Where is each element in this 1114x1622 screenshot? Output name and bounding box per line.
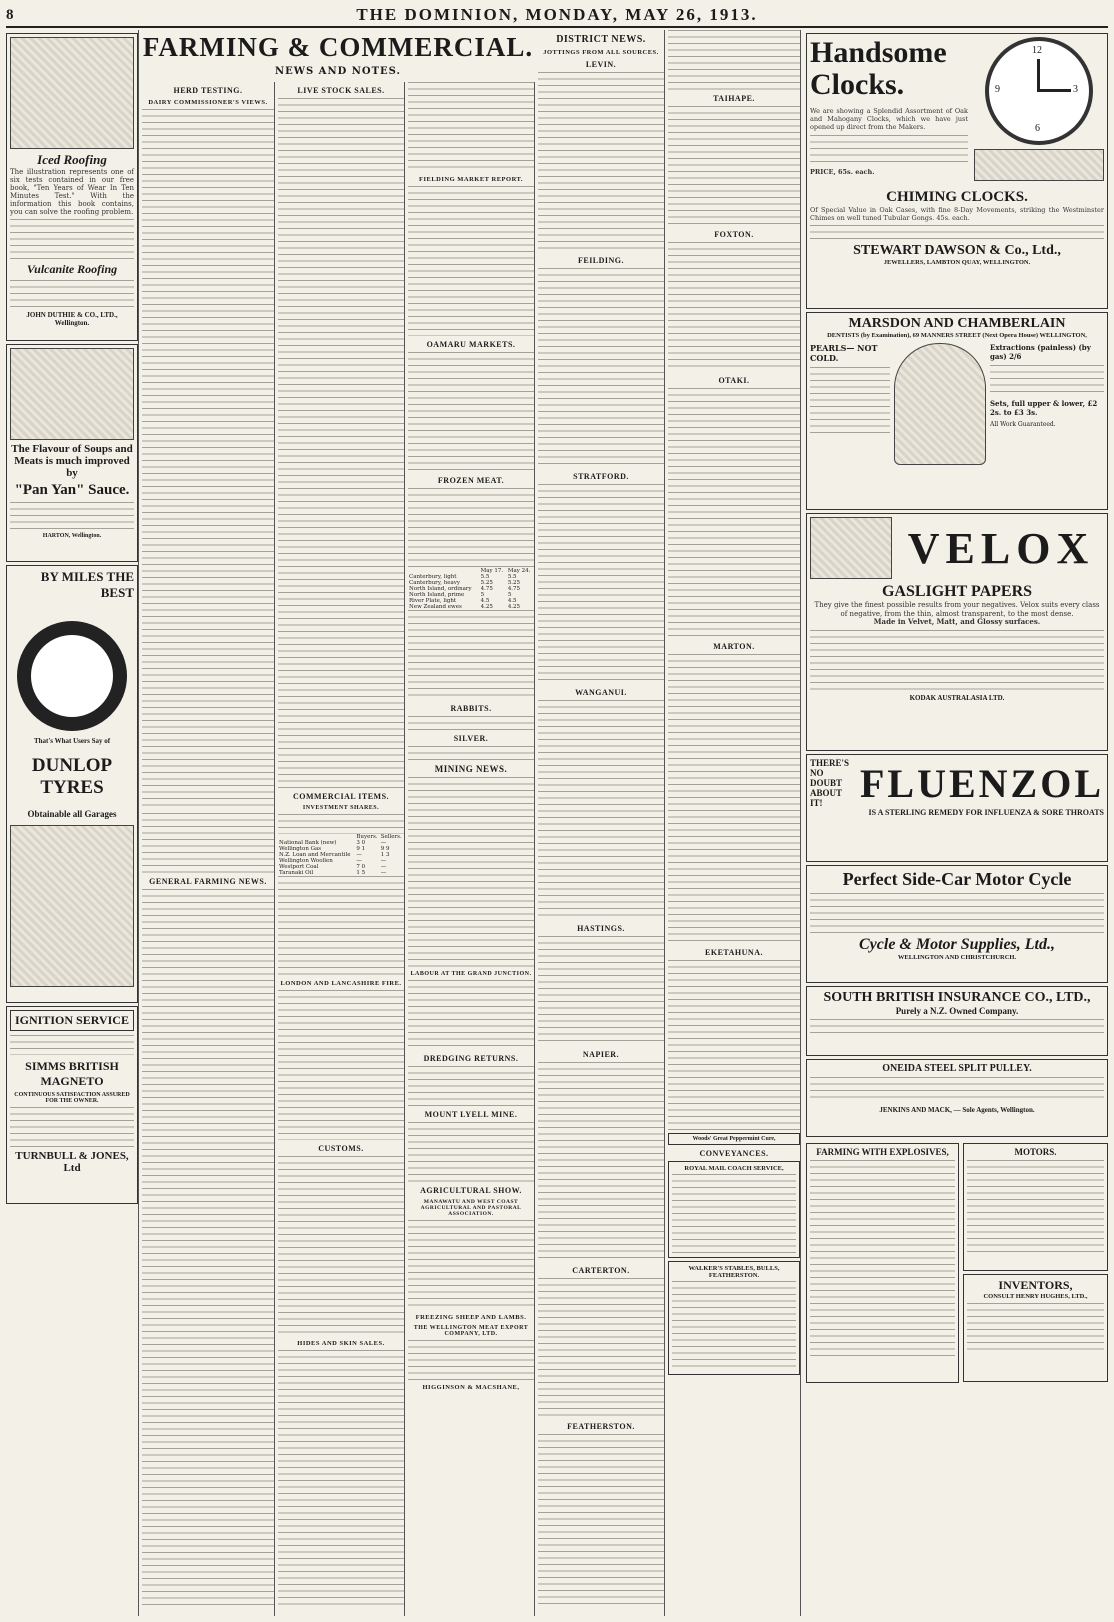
ad-dentists-note: All Work Guaranteed. bbox=[990, 421, 1056, 428]
ad-stewart-dawson: STEWART DAWSON & Co., Ltd., bbox=[853, 243, 1061, 258]
ad-simms-agent: TURNBULL & JONES, Ltd bbox=[15, 1150, 129, 1174]
ad-dentists-title: MARSDON AND CHAMBERLAIN bbox=[848, 316, 1066, 331]
ad-dunlop-note: Obtainable all Garages bbox=[27, 809, 117, 819]
headline-rabbits: RABBITS. bbox=[450, 704, 492, 713]
ad-motor-cycle bbox=[806, 865, 1108, 983]
ad-clocks-title: Handsome Clocks. bbox=[810, 36, 947, 101]
ad-inventors bbox=[963, 1274, 1108, 1382]
masthead-title: THE DOMINION, MONDAY, MAY 26, 1913. bbox=[356, 5, 758, 24]
headline-higginson: HIGGINSON & MACSHANE, bbox=[422, 1384, 520, 1391]
headline-mining-news: MINING NEWS. bbox=[434, 764, 508, 774]
headline-stratford: STRATFORD. bbox=[573, 472, 629, 481]
ad-vulcanite-title: Iced Roofing bbox=[37, 152, 107, 167]
ad-inventors-sub: CONSULT HENRY HUGHES, LTD., bbox=[983, 1293, 1088, 1300]
ad-dentists-sets: Sets, full upper & lower, £2 2s. to £3 3s. bbox=[990, 399, 1098, 417]
headline-general-farming: GENERAL FARMING NEWS. bbox=[149, 877, 267, 886]
headline-dairy-commissioner: DAIRY COMMISSIONER'S VIEWS. bbox=[148, 99, 268, 106]
headline-napier: NAPIER. bbox=[582, 1050, 620, 1059]
headline-silver: SILVER. bbox=[453, 734, 489, 743]
ad-fluenzol-title: FLUENZOL bbox=[859, 760, 1104, 806]
article-live-stock-body bbox=[278, 98, 404, 788]
table-row: Taranaki Oil 1 5 — bbox=[279, 870, 387, 876]
column-live-stock bbox=[278, 82, 405, 1616]
headline-conveyances: CONVEYANCES. bbox=[699, 1149, 769, 1158]
ad-motor-title: Perfect Side-Car Motor Cycle bbox=[842, 869, 1072, 889]
ad-motors-title: MOTORS. bbox=[1014, 1147, 1057, 1157]
ad-dentists bbox=[806, 312, 1108, 510]
ad-velox-title: VELOX bbox=[907, 523, 1095, 573]
ad-velox-dealer: KODAK AUSTRALASIA LTD. bbox=[909, 693, 1005, 702]
ad-vulcanite bbox=[6, 33, 138, 341]
ad-fluenzol-top: THERE'S NO DOUBT ABOUT IT! bbox=[810, 758, 850, 808]
headline-agricultural-show: AGRICULTURAL SHOW. bbox=[420, 1186, 522, 1195]
headline-commercial-items: COMMERCIAL ITEMS. bbox=[292, 792, 390, 801]
ad-cycle-supplies-sub: WELLINGTON AND CHRISTCHURCH. bbox=[897, 954, 1017, 961]
column-ads-left bbox=[6, 30, 139, 1616]
ad-explosives-title: FARMING WITH EXPLOSIVES, bbox=[816, 1147, 949, 1157]
headline-marton: MARTON. bbox=[713, 642, 755, 651]
section-subtitle: NEWS AND NOTES. bbox=[274, 66, 401, 77]
ad-vulcanite-image bbox=[10, 37, 134, 149]
ad-velox bbox=[806, 513, 1108, 751]
table-row: North Island, prime 5 5 bbox=[409, 592, 512, 598]
ad-dentists-portrait bbox=[894, 343, 986, 465]
ad-clocks bbox=[806, 33, 1108, 309]
headline-oamaru-markets: OAMARU MARKETS. bbox=[426, 340, 516, 349]
headline-district-news: DISTRICT NEWS. bbox=[556, 34, 646, 45]
ad-pan-yan-title: The Flavour of Soups and Meats is much improved by bbox=[11, 443, 133, 479]
ad-vulcanite-text: The illustration represents one of six tests contained in our free book, "Ten Years of Wear In Ten Minutes Test." With the information this book contains, you can solve the roofing problem. bbox=[10, 168, 134, 216]
ad-dentists-pearls: PEARLS— NOT COLD. bbox=[810, 343, 878, 363]
headline-feilding: FEILDING. bbox=[577, 256, 625, 265]
ad-simms-title: IGNITION SERVICE bbox=[10, 1010, 134, 1031]
ad-dunlop-image bbox=[10, 825, 134, 987]
column-herd-testing bbox=[142, 82, 275, 1616]
table-row: River Plate, light 4.5 4.5 bbox=[409, 598, 517, 604]
headline-otaki: OTAKI. bbox=[718, 376, 750, 385]
ad-insurance-sub: Purely a N.Z. Owned Company. bbox=[895, 1006, 1019, 1016]
ad-clocks-price: PRICE, 65s. each. bbox=[810, 168, 875, 176]
table-header-row: May 17. May 24. bbox=[480, 568, 531, 574]
table-header-row: Buyers. Sellers. bbox=[356, 834, 402, 840]
frozen-meat-table bbox=[408, 568, 534, 610]
table-row: Canterbury, heavy 5.25 5.25 bbox=[409, 580, 521, 586]
section-title: FARMING & COMMERCIAL. bbox=[142, 32, 534, 62]
headline-wanganui: WANGANUI. bbox=[575, 688, 627, 697]
ad-explosives bbox=[806, 1143, 959, 1383]
column-ads-right bbox=[806, 30, 1108, 1616]
ad-simms bbox=[6, 1006, 138, 1204]
headline-fielding-market: FIELDING MARKET REPORT. bbox=[418, 176, 524, 183]
ad-stewart-dawson-sub: JEWELLERS, LAMBTON QUAY, WELLINGTON. bbox=[883, 259, 1031, 266]
ad-walkers-stables: WALKER'S STABLES, BULLS, FEATHERSTON. bbox=[668, 1261, 800, 1375]
headline-customs: CUSTOMS. bbox=[318, 1144, 364, 1153]
ad-dentists-sub: DENTISTS (by Examination), 69 MANNERS STREET (Next Opera House) WELLINGTON, bbox=[827, 332, 1087, 339]
headline-frozen-meat: FROZEN MEAT. bbox=[437, 476, 505, 485]
ad-royal-mail: ROYAL MAIL COACH SERVICE, bbox=[668, 1161, 800, 1258]
headline-live-stock-sales: LIVE STOCK SALES. bbox=[297, 86, 385, 95]
table-row: Westport Coal 7 0 — bbox=[279, 864, 387, 870]
headline-investment-shares: INVESTMENT SHARES. bbox=[302, 805, 380, 811]
ad-fluenzol bbox=[806, 754, 1108, 862]
ad-pan-yan-image bbox=[10, 348, 134, 440]
article-general-farming-body bbox=[142, 889, 274, 1609]
tyre-icon bbox=[17, 621, 127, 731]
headline-grand-junction: LABOUR AT THE GRAND JUNCTION. bbox=[410, 971, 532, 977]
headline-hastings: HASTINGS. bbox=[577, 924, 625, 933]
ad-woods-peppermint: Woods' Great Peppermint Cure, bbox=[668, 1133, 800, 1145]
ad-simms-sub: CONTINUOUS SATISFACTION ASSURED FOR THE OWNER. bbox=[14, 1092, 130, 1104]
headline-foxton: FOXTON. bbox=[714, 230, 754, 239]
ad-insurance-title: SOUTH BRITISH INSURANCE CO., LTD., bbox=[823, 990, 1091, 1005]
masthead bbox=[6, 4, 1108, 28]
ad-chiming-title: CHIMING CLOCKS. bbox=[886, 189, 1028, 205]
ad-pan-yan bbox=[6, 344, 138, 562]
ad-velox-text: They give the finest possible results from your negatives. Velox suits every class of negative, from the thin, almost transparent, to the most dense. bbox=[814, 601, 1100, 618]
headline-eketahuna: EKETAHUNA. bbox=[705, 948, 763, 957]
ad-velox-image bbox=[810, 517, 892, 579]
ad-clocks-text: We are showing a Splendid Assortment of Oak and Mahogany Clocks, which we have just opened up direct from the Makers. bbox=[810, 107, 968, 131]
headline-levin: LEVIN. bbox=[585, 60, 617, 69]
headline-jottings: JOTTINGS FROM ALL SOURCES. bbox=[543, 49, 659, 56]
table-row: Wellington Woollen — — bbox=[279, 858, 387, 864]
table-row: New Zealand ewes 4.25 4.25 bbox=[409, 604, 521, 610]
headline-taihape: TAIHAPE. bbox=[713, 94, 755, 103]
table-row: Canterbury, light 5.5 5.5 bbox=[409, 574, 517, 580]
headline-carterton: CARTERTON. bbox=[572, 1266, 630, 1275]
ad-pan-yan-brand: "Pan Yan" Sauce. bbox=[14, 482, 130, 498]
table-row: N.Z. Loan and Mercantile — 1 3 bbox=[279, 852, 390, 858]
headline-featherston: FEATHERSTON. bbox=[567, 1422, 635, 1431]
ad-pan-yan-agent: HARTON, Wellington. bbox=[42, 533, 102, 539]
ad-dentists-extractions: Extractions (painless) (by gas) 2/6 bbox=[990, 343, 1091, 361]
ad-inventors-title: INVENTORS, bbox=[998, 1278, 1073, 1292]
ad-dunlop-side: That's What Users Say of bbox=[33, 737, 111, 745]
headline-herd-testing: HERD TESTING. bbox=[173, 86, 243, 95]
column-district-news-2 bbox=[668, 30, 801, 1616]
clock-illustration bbox=[974, 37, 1104, 181]
ad-motors bbox=[963, 1143, 1108, 1271]
headline-dredging: DREDGING RETURNS. bbox=[423, 1054, 519, 1063]
headline-mount-lyell: MOUNT LYELL MINE. bbox=[424, 1110, 518, 1119]
ad-fluenzol-sub: IS A STERLING REMEDY FOR INFLUENZA & SORE THROATS bbox=[868, 808, 1104, 817]
ad-oneida-title: ONEIDA STEEL SPLIT PULLEY. bbox=[882, 1063, 1032, 1074]
ad-dunlop-brand: DUNLOP TYRES bbox=[31, 755, 113, 798]
ad-oneida-agent: JENKINS AND MACK, — Sole Agents, Wellington. bbox=[879, 1106, 1035, 1114]
ad-vulcanite-brand: Vulcanite Roofing bbox=[26, 262, 118, 276]
ad-oneida bbox=[806, 1059, 1108, 1137]
ad-simms-brand: SIMMS BRITISH MAGNETO bbox=[25, 1059, 119, 1088]
ad-south-british bbox=[806, 986, 1108, 1056]
clock-icon: 12 3 6 9 bbox=[985, 37, 1093, 145]
headline-manawatu: MANAWATU AND WEST COAST AGRICULTURAL AND PASTORAL ASSOCIATION. bbox=[420, 1199, 522, 1217]
table-row: North Island, ordinary 4.75 4.75 bbox=[409, 586, 521, 592]
table-row: National Bank (new) 3 0 — bbox=[279, 840, 387, 846]
headline-freezing-sheep: FREEZING SHEEP AND LAMBS. bbox=[415, 1314, 527, 1321]
headline-wellington-meat: THE WELLINGTON MEAT EXPORT COMPANY, LTD. bbox=[413, 1325, 529, 1337]
ad-velox-note: Made in Velvet, Matt, and Glossy surfaces. bbox=[873, 617, 1041, 626]
ad-vulcanite-agent: JOHN DUTHIE & CO., LTD., Wellington. bbox=[26, 311, 118, 327]
column-district-news bbox=[538, 30, 665, 1616]
shares-table bbox=[278, 834, 404, 876]
ad-velox-sub: GASLIGHT PAPERS bbox=[881, 583, 1033, 600]
headline-london-lancashire: LONDON AND LANCASHIRE FIRE. bbox=[280, 980, 402, 987]
page-number: 8 bbox=[6, 6, 14, 23]
ad-cycle-supplies: Cycle & Motor Supplies, Ltd., bbox=[859, 936, 1055, 953]
headline-hides-skins: HIDES AND SKIN SALES. bbox=[297, 1340, 385, 1347]
article-herd-testing-body bbox=[142, 109, 274, 809]
ad-dunlop bbox=[6, 565, 138, 1003]
ad-chiming-text: Of Special Value in Oak Cases, with fine 8-Day Movements, striking the Westminster Chimes on well tuned Tubular Gongs. 45s. each. bbox=[810, 206, 1104, 222]
ad-dunlop-headline: BY MILES THE BEST bbox=[40, 569, 134, 600]
table-row: Wellington Gas 9 1 9 9 bbox=[279, 846, 390, 852]
column-markets bbox=[408, 82, 535, 1616]
